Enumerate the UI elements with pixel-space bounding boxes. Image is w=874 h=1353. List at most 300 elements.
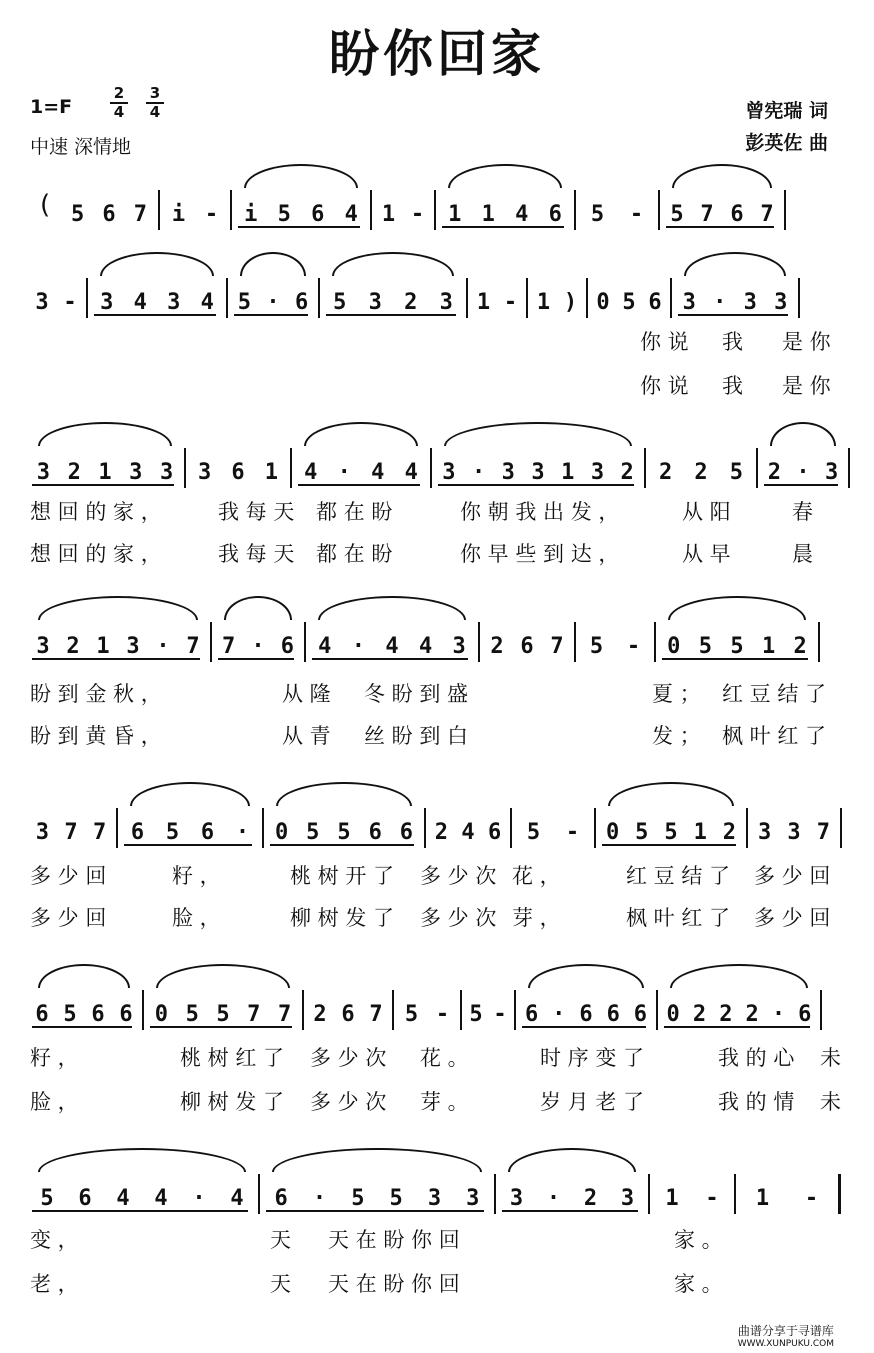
lyric-syllables: 枫 叶 红 了 [626, 906, 731, 930]
note: - [804, 1186, 819, 1211]
repeat-paren: ( [40, 190, 51, 220]
note: 1 [761, 634, 776, 659]
measure [648, 448, 754, 488]
barline [210, 622, 212, 662]
slur [670, 964, 808, 988]
barline [510, 808, 512, 848]
slur [672, 164, 772, 188]
note: 7 [186, 634, 200, 659]
note: 2 [719, 1002, 733, 1027]
note: 5 [404, 1002, 419, 1027]
lyric-line-2 [0, 538, 874, 568]
lyric-syllables: 柳 树 发 了 [180, 1090, 285, 1114]
note: 5 [63, 1002, 77, 1027]
barline [460, 990, 462, 1030]
note: · [235, 820, 250, 845]
barline [142, 990, 144, 1030]
note: 5 [337, 820, 351, 845]
measure [750, 808, 838, 848]
lyric-syllables: 桃 树 开 了 [290, 864, 395, 888]
note: 0 [605, 820, 620, 845]
lyric-syllables: 天 [270, 1272, 291, 1296]
slur [224, 596, 292, 620]
barline [656, 990, 658, 1030]
note: 6 [295, 290, 309, 315]
slur [38, 964, 130, 988]
slur [100, 252, 214, 276]
note: 3 [787, 820, 801, 845]
note: 0 [666, 1002, 680, 1027]
lyric-syllables: 岁 月 老 了 [540, 1090, 645, 1114]
barline [290, 448, 292, 488]
lyric-syllables: 从 隆 [282, 682, 331, 706]
lyric-syllables: 从 青 [282, 724, 331, 748]
slur [444, 422, 632, 446]
tempo-marking: 中速 深情地 [30, 136, 132, 158]
lyric-syllables: 天 [270, 1228, 291, 1252]
barline [784, 190, 786, 230]
lyric-syllables: 想 回 的 家 ， [30, 500, 162, 524]
note: 3 [531, 460, 545, 485]
note: 7 [550, 634, 564, 659]
slur [668, 596, 806, 620]
measure [214, 622, 302, 662]
slur [130, 782, 250, 806]
note: i [244, 202, 258, 227]
lyric-syllables: 你 说 [640, 330, 689, 354]
note: 5 [185, 1002, 199, 1027]
note: 4 [461, 820, 475, 845]
note: 6 [78, 1186, 92, 1211]
note: 1 [755, 1186, 770, 1211]
lyric-syllables: 晨 [792, 542, 813, 566]
note: 1 [481, 202, 495, 227]
lyric-syllables: 柳 树 发 了 [290, 906, 395, 930]
measure [470, 278, 524, 318]
note: 4 [515, 202, 529, 227]
slur [528, 964, 644, 988]
lyric-syllables: 从 阳 [682, 500, 731, 524]
lyric-syllables: 都 在 盼 [316, 542, 393, 566]
measure [590, 278, 668, 318]
note: 4 [304, 460, 318, 485]
note: 5 [622, 290, 636, 315]
barline [526, 278, 528, 318]
measure [598, 808, 744, 848]
slur [684, 252, 786, 276]
slur [318, 596, 466, 620]
note: 6 [798, 1002, 812, 1027]
note: 7 [64, 820, 78, 845]
measure [28, 808, 114, 848]
time-signature-3-4: 3 4 [146, 86, 164, 120]
lyric-syllables: 红 豆 结 了 [626, 864, 731, 888]
slur [38, 1148, 246, 1172]
barline [258, 1174, 260, 1214]
note: 4 [133, 290, 147, 315]
lyric-syllables: 盼 到 黄 昏 ， [30, 724, 162, 748]
note: 2 [583, 1186, 598, 1211]
measure [62, 190, 156, 230]
lyric-line-1 [0, 496, 874, 526]
measure [28, 278, 84, 318]
lyric-syllables: 老 ， [30, 1272, 79, 1296]
note: 7 [816, 820, 830, 845]
lyric-line-1 [0, 326, 874, 356]
measure [428, 808, 508, 848]
barline [302, 990, 304, 1030]
note: 6 [488, 820, 502, 845]
measure [738, 1174, 836, 1214]
slur [508, 1148, 636, 1172]
lyric-syllables: 家 。 [674, 1272, 723, 1296]
lyricist-credit: 曾宪瑞 词 [745, 100, 828, 122]
measure [498, 1174, 646, 1214]
lyric-line-1 [0, 1224, 874, 1254]
note: 3 [129, 460, 143, 485]
note: 4 [200, 290, 214, 315]
lyric-syllables: 多 少 次 [420, 864, 497, 888]
lyric-syllables: 多 少 回 [30, 906, 107, 930]
note: 4 [418, 634, 433, 659]
note: 4 [230, 1186, 244, 1211]
note: · [337, 460, 351, 485]
note: 6 [633, 1002, 648, 1027]
lyric-syllables: 多 少 回 [754, 864, 831, 888]
measure [294, 448, 428, 488]
note: 7 [700, 202, 714, 227]
note: · [796, 460, 810, 485]
lyric-line-2 [0, 1086, 874, 1116]
note: 5 [333, 290, 347, 315]
note: 2 [767, 460, 781, 485]
note: 6 [606, 1002, 620, 1027]
lyric-syllables: 是 你 [782, 330, 831, 354]
note: 6 [130, 820, 145, 845]
note: 4 [116, 1186, 130, 1211]
measure [162, 190, 228, 230]
note: - [503, 290, 518, 315]
note: 2 [490, 634, 504, 659]
measure [434, 448, 642, 488]
barline [86, 278, 88, 318]
barline [670, 278, 672, 318]
slur [448, 164, 562, 188]
lyric-line-2 [0, 370, 874, 400]
note: 1 [665, 1186, 679, 1211]
lyric-syllables: 天 在 盼 你 回 [328, 1228, 460, 1252]
note: 0 [274, 820, 289, 845]
note: 5 [216, 1002, 230, 1027]
barline [494, 1174, 496, 1214]
note: 6 [399, 820, 414, 845]
measure [28, 1174, 256, 1214]
barline [478, 622, 480, 662]
barline [746, 808, 748, 848]
note: 5 [469, 1002, 483, 1027]
measure [652, 1174, 732, 1214]
lyric-syllables: 是 你 [782, 374, 831, 398]
note: 2 [659, 460, 673, 485]
note: · [192, 1186, 206, 1211]
lyric-syllables: 多 少 次 [310, 1046, 387, 1070]
barline [838, 1174, 841, 1214]
note: 5 [589, 634, 604, 659]
note: 3 [758, 820, 772, 845]
note: · [251, 634, 265, 659]
note: · [471, 460, 486, 485]
lyric-syllables: 芽 。 [420, 1090, 469, 1114]
note: 6 [520, 634, 534, 659]
barline [158, 190, 160, 230]
lyric-syllables: 你 朝 我 出 发 ， [460, 500, 620, 524]
lyric-syllables: 从 早 [682, 542, 731, 566]
measure [396, 990, 458, 1030]
note: 3 [368, 290, 382, 315]
lyric-syllables: 脸 ， [172, 906, 221, 930]
note: 6 [579, 1002, 593, 1027]
note: 5 [730, 634, 744, 659]
barline [262, 808, 264, 848]
barline [392, 990, 394, 1030]
note: 6 [280, 634, 294, 659]
lyric-syllables: 你 早 些 到 达 ， [460, 542, 620, 566]
note: 2 [620, 460, 634, 485]
note: - [63, 290, 77, 315]
measure [482, 622, 572, 662]
lyric-syllables: 枫 叶 红 了 [722, 724, 827, 748]
note: · [312, 1186, 327, 1211]
note: 3 [439, 290, 453, 315]
lyric-syllables: 未 [820, 1090, 841, 1114]
note: - [410, 202, 425, 227]
lyric-line-2 [0, 1268, 874, 1298]
barline [304, 622, 306, 662]
note: 3 [590, 460, 605, 485]
note: 6 [119, 1002, 133, 1027]
note: 6 [341, 1002, 355, 1027]
note: 3 [466, 1186, 480, 1211]
note: 3 [35, 820, 49, 845]
slur [608, 782, 734, 806]
measure [262, 1174, 492, 1214]
note: 3 [167, 290, 181, 315]
measure [514, 808, 592, 848]
note: 5 [664, 820, 678, 845]
lyric-syllables: 天 在 盼 你 回 [328, 1272, 460, 1296]
measure [234, 190, 368, 230]
barline [654, 622, 656, 662]
lyric-syllables: 我 [722, 374, 743, 398]
slur [272, 1148, 482, 1172]
note: · [351, 634, 366, 659]
lyric-syllables: 多 少 回 [754, 906, 831, 930]
lyric-syllables: 我 [722, 330, 743, 354]
note: 2 [793, 634, 807, 659]
lyric-syllables: 发 ； [652, 724, 701, 748]
note: 1 [536, 290, 551, 315]
lyric-syllables: 籽 ， [30, 1046, 79, 1070]
note: 3 [100, 290, 114, 315]
note: 0 [667, 634, 681, 659]
note: 3 [427, 1186, 442, 1211]
slur [38, 596, 198, 620]
measure [518, 990, 654, 1030]
note: 3 [452, 634, 466, 659]
note: · [713, 290, 727, 315]
note: 7 [369, 1002, 383, 1027]
slur [770, 422, 836, 446]
lyric-syllables: 我 每 天 [218, 542, 295, 566]
note: 6 [102, 202, 116, 227]
note: 7 [133, 202, 147, 227]
note: 3 [501, 460, 515, 485]
note: 3 [36, 460, 51, 485]
note: 7 [247, 1002, 261, 1027]
measure [28, 990, 140, 1030]
lyric-syllables: 多 少 回 [30, 864, 107, 888]
measure [662, 190, 782, 230]
note: 1 [264, 460, 278, 485]
note: 3 [743, 290, 757, 315]
lyric-syllables: 未 [820, 1046, 841, 1070]
note: 2 [313, 1002, 327, 1027]
watermark: 曲谱分享于寻谱库 WWW.XUNPUKU.COM [737, 1324, 834, 1349]
note: 6 [91, 1002, 105, 1027]
lyric-syllables: 丝 盼 到 白 [364, 724, 469, 748]
note: 6 [274, 1186, 288, 1211]
lyric-line-1 [0, 678, 874, 708]
page-title: 盼你回家 [329, 24, 545, 83]
lyric-syllables: 多 少 次 [310, 1090, 387, 1114]
note: 6 [35, 1002, 49, 1027]
barline [756, 448, 758, 488]
lyric-syllables: 多 少 次 [420, 906, 497, 930]
measure [266, 808, 422, 848]
lyric-syllables: 花 ， [512, 864, 561, 888]
composer-credit: 彭英佐 曲 [745, 132, 828, 154]
measure [374, 190, 432, 230]
barline [644, 448, 646, 488]
note: 6 [548, 202, 562, 227]
barline [818, 622, 820, 662]
note: - [565, 820, 580, 845]
lyric-syllables: 变 ， [30, 1228, 79, 1252]
note: 2 [434, 820, 448, 845]
note: 7 [760, 202, 774, 227]
barline [514, 990, 516, 1030]
lyric-line-2 [0, 902, 874, 932]
note: 3 [620, 1186, 635, 1211]
measure [530, 278, 584, 318]
note: 1 [693, 820, 707, 845]
note: - [435, 1002, 450, 1027]
measure [674, 278, 796, 318]
lyric-syllables: 我 的 心 [718, 1046, 795, 1070]
barline [226, 278, 228, 318]
lyric-syllables: 我 每 天 [218, 500, 295, 524]
barline [424, 808, 426, 848]
measure [438, 190, 572, 230]
lyric-syllables: 冬 盼 到 盛 [364, 682, 469, 706]
note: 1 [561, 460, 575, 485]
measure [188, 448, 288, 488]
note: 4 [318, 634, 332, 659]
note: 2 [404, 290, 418, 315]
lyric-line-2 [0, 720, 874, 750]
measure [28, 448, 182, 488]
measure [90, 278, 224, 318]
barline [184, 448, 186, 488]
note: 2 [694, 460, 708, 485]
note: 7 [222, 634, 236, 659]
lyric-syllables: 春 [792, 500, 813, 524]
note: · [156, 634, 170, 659]
note: 6 [200, 820, 215, 845]
note: · [266, 290, 280, 315]
measure [146, 990, 300, 1030]
measure [308, 622, 476, 662]
barline [734, 1174, 736, 1214]
lyric-syllables: 家 。 [674, 1228, 723, 1252]
measure [578, 190, 656, 230]
note: 5 [351, 1186, 365, 1211]
note: ) [563, 290, 578, 315]
barline [798, 278, 800, 318]
note: 3 [36, 634, 50, 659]
barline [594, 808, 596, 848]
barline [648, 1174, 650, 1214]
note: 2 [66, 634, 80, 659]
note: · [546, 1186, 561, 1211]
lyric-syllables: 都 在 盼 [316, 500, 393, 524]
lyric-syllables: 脸 ， [30, 1090, 79, 1114]
note: 1 [98, 460, 112, 485]
lyric-syllables: 花 。 [420, 1046, 469, 1070]
note: 4 [154, 1186, 168, 1211]
barline [230, 190, 232, 230]
note: 5 [277, 202, 291, 227]
note: 5 [306, 820, 320, 845]
lyric-syllables: 芽 ， [512, 906, 561, 930]
note: 3 [774, 290, 788, 315]
note: 7 [277, 1002, 292, 1027]
note: 4 [371, 460, 385, 485]
barline [430, 448, 432, 488]
barline [586, 278, 588, 318]
barline [574, 190, 576, 230]
note: 2 [67, 460, 81, 485]
measure [28, 622, 208, 662]
measure [120, 808, 260, 848]
note: - [493, 1002, 507, 1027]
note: · [771, 1002, 786, 1027]
barline [434, 190, 436, 230]
note: 5 [729, 460, 743, 485]
measure [322, 278, 464, 318]
note: 6 [524, 1002, 539, 1027]
barline [466, 278, 468, 318]
note: 4 [385, 634, 399, 659]
note: · [552, 1002, 566, 1027]
note: 3 [198, 460, 212, 485]
note: 7 [93, 820, 107, 845]
note: 1 [381, 202, 396, 227]
note: 5 [389, 1186, 403, 1211]
note: 6 [730, 202, 744, 227]
measure [660, 990, 818, 1030]
note: 5 [40, 1186, 54, 1211]
